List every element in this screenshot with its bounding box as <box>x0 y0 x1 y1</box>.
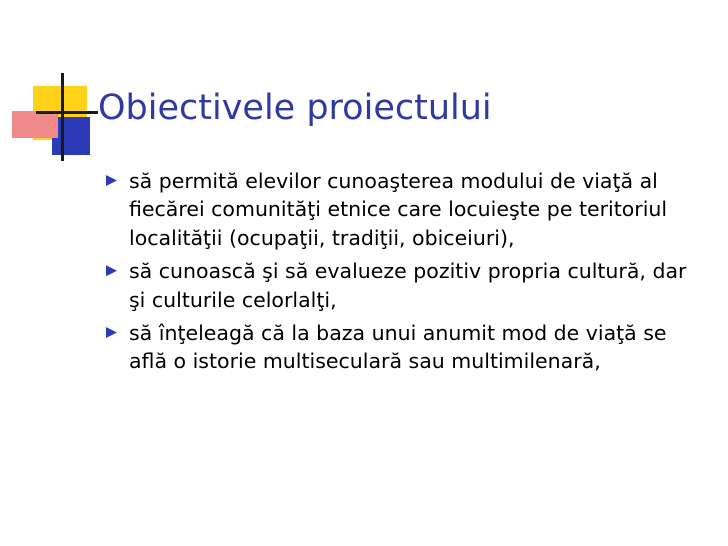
triangle-bullet-icon <box>106 327 117 338</box>
bullet-item <box>106 167 706 252</box>
triangle-bullet-icon <box>106 175 117 186</box>
bullet-text: să înţeleagă că la baza unui anumit mod de viaţă se află o istorie multiseculară sau multimilenară, <box>129 321 667 374</box>
bullet-text: să cunoască şi să evalueze pozitiv propria cultură, dar şi culturile celorlalţi, <box>129 259 687 312</box>
slide-title: Obiectivele proiectului <box>98 88 492 128</box>
decorative-red-rectangle <box>12 111 58 138</box>
bullet-list <box>106 167 706 381</box>
decorative-vertical-line <box>61 73 64 161</box>
bullet-text: să permită elevilor cunoaşterea modului de viaţă al fiecărei comunităţi etnice care locuieşte pe teritoriul localităţii (ocupaţii, tradiţii, obiceiuri), <box>129 169 668 250</box>
decorative-horizontal-line <box>36 111 98 114</box>
bullet-item <box>106 319 706 376</box>
triangle-bullet-icon <box>106 265 117 276</box>
bullet-item <box>106 257 706 314</box>
